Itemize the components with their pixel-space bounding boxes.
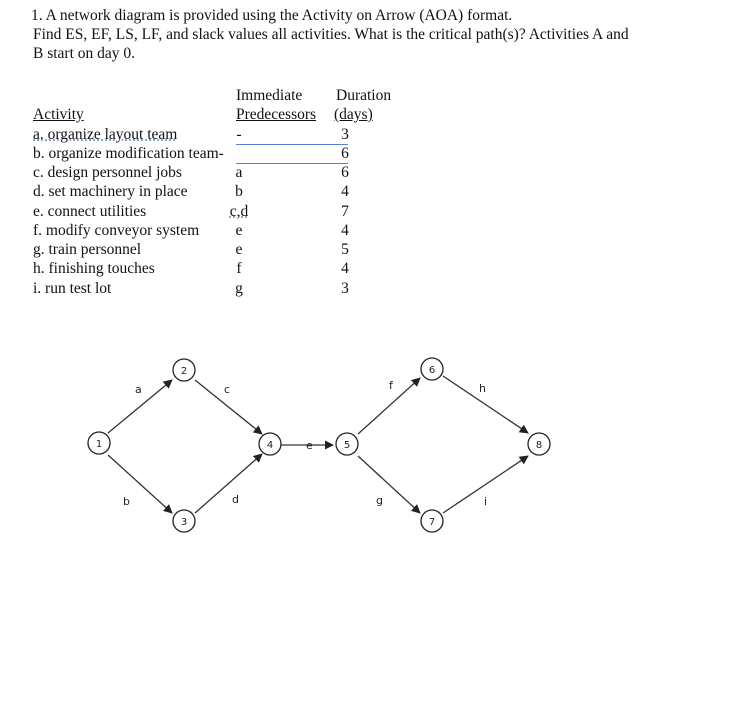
activity-label: e. connect utilities (33, 203, 147, 220)
edge-label: a (135, 383, 142, 396)
question-line-2: Find ES, EF, LS, LF, and slack values all activities. What is the critical path(s)? Activities A and (33, 26, 629, 43)
duration-cell: 6 (341, 145, 349, 162)
edge-g (358, 456, 420, 513)
edge-b (108, 455, 172, 513)
question-line-3: B start on day 0. (33, 45, 136, 62)
duration-cell: 4 (341, 222, 349, 239)
dash: - (218, 145, 224, 162)
predecessor-cell: f (236, 260, 242, 277)
duration-cell: 4 (341, 260, 349, 277)
activity-label: i. run test lot (33, 280, 112, 297)
duration-cell: 3 (341, 280, 349, 297)
header-duration: Duration (336, 87, 392, 104)
header-days: (days) (334, 106, 373, 123)
predecessor-cell: c,d (229, 203, 249, 220)
edge-label: i (484, 495, 488, 508)
node-1 (88, 432, 110, 454)
node-5 (336, 433, 358, 455)
activity-label: a. organize layout team (33, 126, 178, 143)
duration-cell: 7 (341, 203, 349, 220)
edge-label: d (232, 493, 239, 506)
edge-label: f (389, 379, 393, 392)
node-label: 8 (535, 440, 543, 451)
header-immediate: Immediate (236, 87, 303, 104)
predecessor-cell: g (235, 280, 243, 297)
predecessor-cell: a (235, 164, 243, 181)
header-activity: Activity (33, 106, 84, 123)
activity-label: c. design personnel jobs (33, 164, 182, 181)
activity-label: d. set machinery in place (33, 183, 188, 200)
duration-cell: 5 (341, 241, 349, 258)
node-label: 5 (343, 440, 351, 451)
node-label: 7 (428, 517, 436, 528)
activity-label: f. modify conveyor system (33, 222, 200, 239)
edge-d (195, 454, 262, 513)
header-predecessors: Predecessors (236, 106, 317, 123)
activity-label: h. finishing touches (33, 260, 155, 277)
question-line-1: 1. A network diagram is provided using the Activity on Arrow (AOA) format. (31, 7, 513, 24)
predecessor-cell: - (236, 126, 242, 143)
predecessor-cell: e (235, 241, 243, 258)
edge-label: b (123, 495, 130, 508)
node-6 (421, 358, 443, 380)
node-label: 6 (428, 365, 436, 376)
edge-label: e (306, 439, 313, 452)
node-4 (259, 433, 281, 455)
duration-cell: 6 (341, 164, 349, 181)
node-label: 4 (266, 440, 274, 451)
predecessor-cell: b (235, 183, 243, 200)
node-label: 1 (95, 439, 103, 450)
edge-label: h (479, 382, 486, 395)
edge-label: g (376, 494, 383, 507)
node-3 (173, 510, 195, 532)
activity-label: b. organize modification team (33, 145, 219, 162)
edge-label: c (224, 383, 231, 396)
node-8 (528, 433, 550, 455)
node-label: 2 (180, 366, 188, 377)
predecessor-cell: e (235, 222, 243, 239)
node-2 (173, 359, 195, 381)
node-7 (421, 510, 443, 532)
duration-cell: 3 (341, 126, 349, 143)
duration-cell: 4 (341, 183, 349, 200)
activity-label: g. train personnel (33, 241, 142, 258)
node-label: 3 (180, 517, 188, 528)
